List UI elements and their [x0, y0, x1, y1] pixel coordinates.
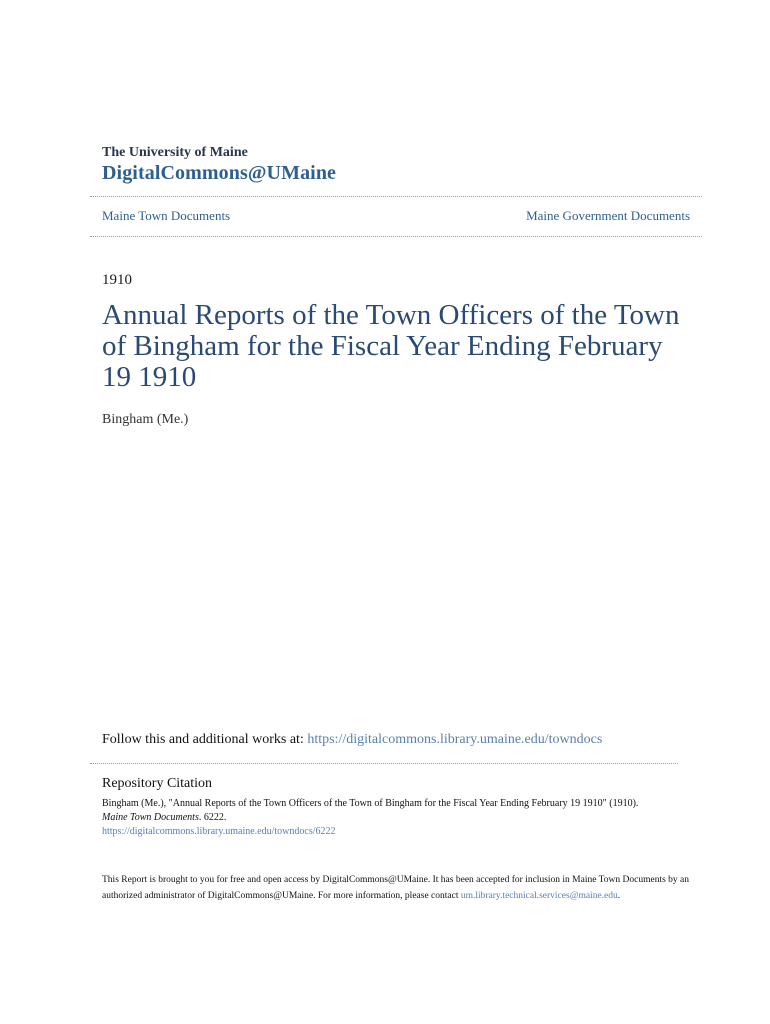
citation-link[interactable]: https://digitalcommons.library.umaine.edu/towndocs/6222: [102, 826, 336, 837]
notice-end: .: [617, 891, 621, 901]
follow-line: [102, 732, 702, 748]
notice-text: This Report is brought to you for free and open access by DigitalCommons@UMaine. It has been accepted for inclusion in Maine Town Documents by an authorized administrator of DigitalCommons@UMaine. For more information, please contact: [102, 875, 690, 901]
parent-collection-link[interactable]: Maine Government Documents: [526, 208, 690, 223]
access-notice: [102, 872, 702, 904]
towndocs-link[interactable]: https://digitalcommons.library.umaine.edu/towndocs: [307, 732, 603, 747]
follow-label: Follow this and additional works at:: [102, 732, 304, 747]
citation-text: Bingham (Me.), "Annual Reports of the Town Officers of the Town of Bingham for the Fiscal Year Ending February 19 1910" (1910).: [102, 798, 639, 809]
divider-top: [90, 196, 702, 197]
citation-number: . 6222.: [198, 812, 227, 823]
divider-nav: [90, 236, 702, 237]
repository-link[interactable]: DigitalCommons@UMaine: [102, 162, 337, 184]
citation-series: Maine Town Documents: [102, 812, 199, 823]
citation-body: [102, 797, 702, 839]
document-title: Annual Reports of the Town Officers of the Town of Bingham for the Fiscal Year Ending February 19 1910: [102, 299, 680, 393]
university-name: The University of Maine: [102, 145, 248, 160]
citation-heading: Repository Citation: [102, 776, 213, 791]
divider-citation: [90, 763, 678, 764]
collection-link[interactable]: Maine Town Documents: [102, 208, 231, 223]
document-author: Bingham (Me.): [102, 412, 189, 427]
contact-email-link[interactable]: um.library.technical.services@maine.edu: [460, 891, 618, 901]
publication-year: 1910: [102, 272, 132, 288]
